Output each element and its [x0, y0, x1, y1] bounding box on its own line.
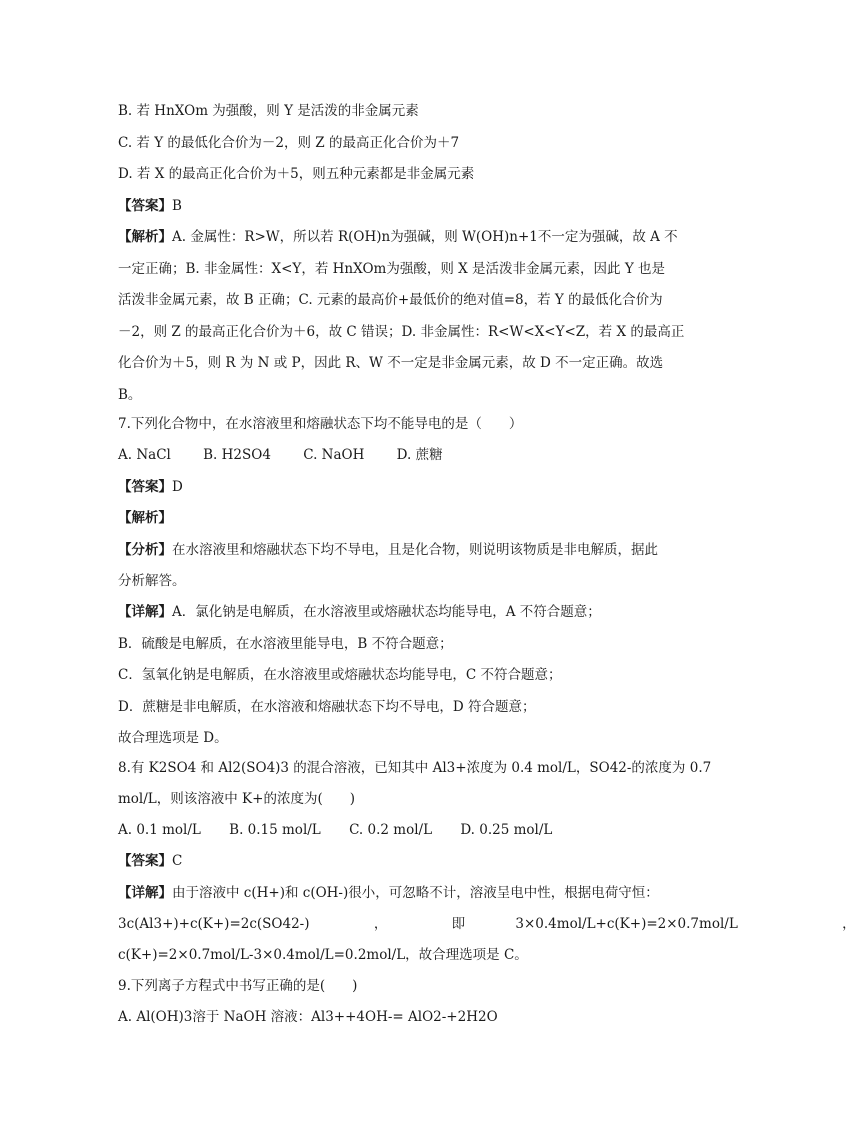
answer-8: [118, 851, 678, 871]
detail-7-line-b: B．硫酸是电解质，在水溶液里能导电，B 不符合题意；: [118, 636, 453, 652]
option-d: D. 若 X 的最高正化合价为＋5，则五种元素都是非金属元素: [118, 166, 475, 182]
option-b: B. 若 HnXOm 为强酸，则 Y 是活泼的非金属元素: [118, 103, 419, 119]
explanation-6-line-6: B。: [118, 387, 142, 403]
explanation-text: A. 金属性：R>W，所以若 R(OH)n为强碱，则 W(OH)n+1不一定为强碱，故 A 不: [172, 229, 678, 245]
analysis-7-line-1: [118, 540, 678, 560]
analysis-text: 在水溶液里和熔融状态下均不导电，且是化合物，则说明该物质是非电解质，据此: [172, 542, 658, 558]
question-8-options: [118, 820, 678, 840]
option-d: D. 蔗糖: [396, 447, 443, 463]
question-9-option-a: A. Al(OH)3溶于 NaOH 溶液：Al3++4OH-= AlO2-+2H2O: [118, 1009, 498, 1025]
question-8-line-2: mol/L，则该溶液中 K+的浓度为( ): [118, 791, 355, 807]
detail-7-line-a: [118, 602, 678, 622]
option-c: C. NaOH: [303, 447, 365, 463]
answer-6: [118, 196, 678, 216]
namely-word: 即: [451, 916, 466, 932]
explanation-7-heading: [118, 508, 678, 528]
option-a: A. NaCl: [118, 447, 171, 463]
explanation-label: 【解析】: [118, 229, 172, 245]
answer-label: 【答案】: [118, 198, 172, 214]
detail-label: 【详解】: [118, 604, 172, 620]
detail-8-line-1: [118, 883, 678, 903]
answer-value: B: [172, 198, 182, 214]
analysis-label: 【分析】: [118, 542, 172, 558]
comma-2: ，: [842, 916, 856, 932]
detail-text: A．氯化钠是电解质，在水溶液里或熔融状态均能导电，A 不符合题意；: [172, 604, 601, 620]
question-7: 7.下列化合物中，在水溶液里和熔融状态下均不能导电的是（ ）: [118, 416, 523, 432]
option-b: B. 0.15 mol/L: [229, 822, 321, 838]
option-c: C. 0.2 mol/L: [349, 822, 433, 838]
explanation-6-line-3: 活泼非金属元素，故 B 正确；C. 元素的最高价+最低价的绝对值=8，若 Y 的最低化合价为: [118, 292, 663, 308]
detail-7-conclusion: 故合理选项是 D。: [118, 730, 228, 746]
detail-8-line-2: [118, 914, 856, 934]
explanation-label: 【解析】: [118, 510, 172, 526]
detail-8-line-3: c(K+)=2×0.7mol/L-3×0.4mol/L=0.2mol/L，故合理选项是 C。: [118, 947, 528, 963]
detail-7-line-c: C．氢氧化钠是电解质，在水溶液里或熔融状态均能导电，C 不符合题意；: [118, 667, 562, 683]
explanation-6-line-4: －2，则 Z 的最高正化合价为＋6，故 C 错误；D. 非金属性：R<W<X<Y<Z，若 X 的最高正: [118, 324, 685, 340]
explanation-6-line-5: 化合价为＋5，则 R 为 N 或 P，因此 R、W 不一定是非金属元素，故 D 不一定正确。故选: [118, 355, 664, 371]
analysis-7-line-2: 分析解答。: [118, 573, 186, 589]
detail-text: 由于溶液中 c(H+)和 c(OH-)很小，可忽略不计，溶液呈电中性，根据电荷守恒：: [172, 885, 659, 901]
detail-label: 【详解】: [118, 885, 172, 901]
answer-label: 【答案】: [118, 479, 172, 495]
answer-label: 【答案】: [118, 853, 172, 869]
answer-7: [118, 477, 678, 497]
question-7-options: [118, 445, 678, 465]
option-b: B. H2SO4: [203, 447, 271, 463]
explanation-6-line-1: [118, 227, 678, 247]
option-d: D. 0.25 mol/L: [460, 822, 553, 838]
option-c: C. 若 Y 的最低化合价为－2，则 Z 的最高正化合价为＋7: [118, 135, 460, 151]
charge-balance-equation: 3c(Al3+)+c(K+)=2c(SO42-): [118, 916, 310, 932]
detail-7-line-d: D．蔗糖是非电解质，在水溶液和熔融状态下均不导电，D 符合题意；: [118, 699, 536, 715]
substituted-equation: 3×0.4mol/L+c(K+)=2×0.7mol/L: [515, 916, 738, 932]
comma-1: ，: [373, 916, 388, 932]
question-9: 9.下列离子方程式中书写正确的是( ): [118, 978, 358, 994]
answer-value: D: [172, 479, 183, 495]
question-8-line-1: 8.有 K2SO4 和 Al2(SO4)3 的混合溶液，已知其中 Al3+浓度为 0.4 mol/L，SO42-的浓度为 0.7: [118, 760, 712, 776]
option-a: A. 0.1 mol/L: [118, 822, 201, 838]
answer-value: C: [172, 853, 183, 869]
explanation-6-line-2: 一定正确；B. 非金属性：X<Y，若 HnXOm为强酸，则 X 是活泼非金属元素，因此 Y 也是: [118, 261, 666, 277]
